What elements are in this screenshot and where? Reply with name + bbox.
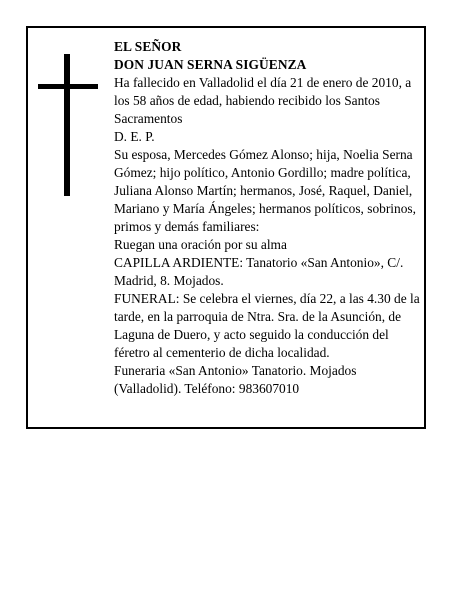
- notice-title: EL SEÑOR: [114, 39, 182, 54]
- death-announcement: Ha fallecido en Valladolid el día 21 de enero de 2010, a los 58 años de edad, habiendo recibido los Santos Sacramentos: [114, 75, 412, 126]
- prayer-request: Ruegan una oración por su alma: [114, 237, 287, 252]
- obituary-text: [114, 38, 420, 398]
- funeral-info: FUNERAL: Se celebra el viernes, día 22, a las 4.30 de la tarde, en la parroquia de Ntra. Sra. de la Asunción, de Laguna de Duero, y acto seguido la conducción del féretro al cementerio de dicha localidad.: [114, 291, 420, 360]
- cross-vertical-bar: [64, 54, 70, 196]
- cross-horizontal-bar: [38, 84, 98, 89]
- chapel-info: CAPILLA ARDIENTE: Tanatorio «San Antonio», C/. Madrid, 8. Mojados.: [114, 255, 404, 288]
- rip-line: D. E. P.: [114, 129, 155, 144]
- deceased-name: DON JUAN SERNA SIGÜENZA: [114, 57, 307, 72]
- funeral-home-info: Funeraria «San Antonio» Tanatorio. Mojados (Valladolid). Teléfono: 983607010: [114, 363, 357, 396]
- cross-icon: [38, 54, 98, 196]
- family-list: Su esposa, Mercedes Gómez Alonso; hija, Noelia Serna Gómez; hijo político, Antonio Gordillo; madre política, Juliana Alonso Martín; hermanos, José, Raquel, Daniel, Mariano y María Ángeles; hermanos políticos, sobrinos, primos y demás familiares:: [114, 147, 416, 234]
